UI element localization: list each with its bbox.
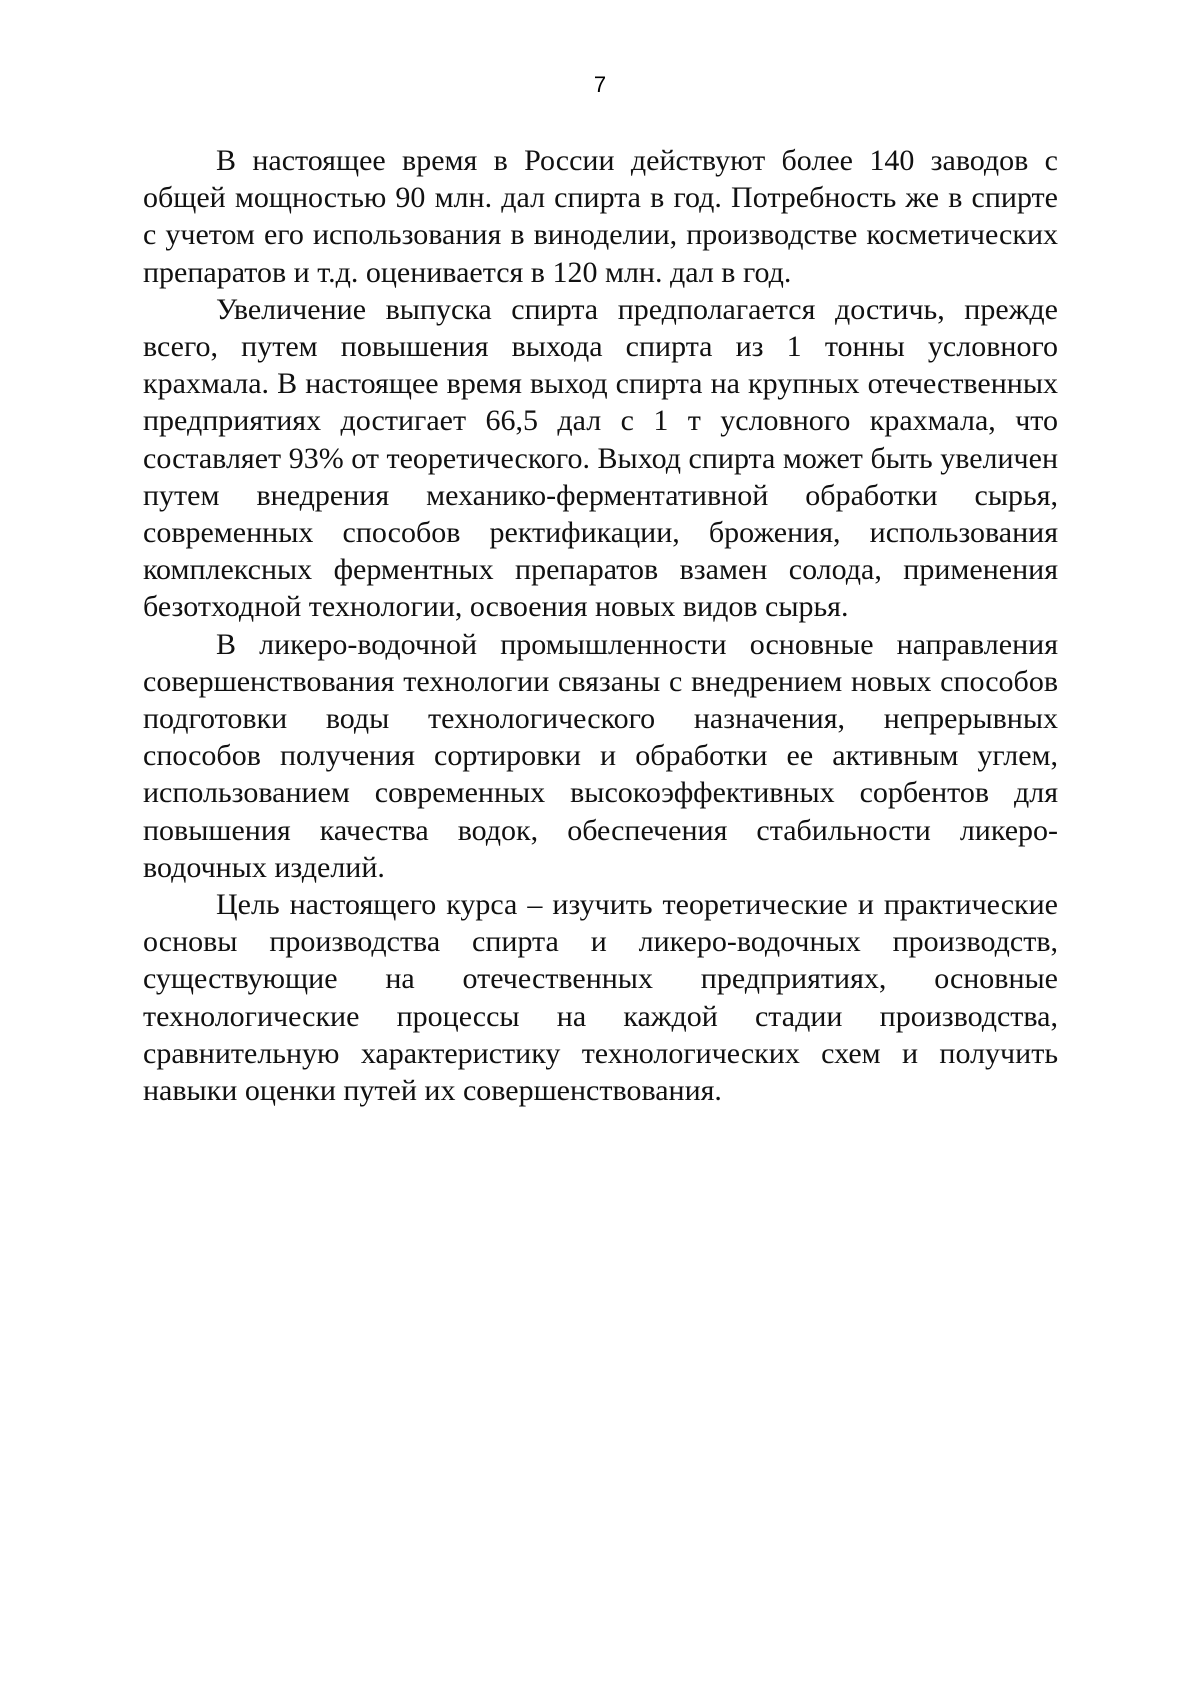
- document-page: [0, 0, 1200, 1698]
- page-number: 7: [0, 72, 1200, 98]
- paragraph-yield-increase: Увеличение выпуска спирта предполагается достичь, прежде всего, путем повышения выхода спирта из 1 тонны условного крахмала. В настоящее время выход спирта на крупных отечественных предприятиях достигает 66,5 дал с 1 т условного крахмала, что составляет 93% от теоретического. Выход спирта может быть увеличен путем внедрения механико-ферментативной обработки сырья, современных способов ректификации, брожения, использования комплексных ферментных препаратов взамен солода, применения безотходной технологии, освоения новых видов сырья.: [143, 291, 1058, 626]
- paragraph-course-goal: Цель настоящего курса – изучить теоретические и практические основы производства спирта и ликеро-водочных производств, существующие на отечественных предприятиях, основные технологические процессы на каждой стадии производства, сравнительную характеристику технологических схем и получить навыки оценки путей их совершенствования.: [143, 886, 1058, 1109]
- paragraph-liquor-industry: В ликеро-водочной промышленности основные направления совершенствования технологии связаны с внедрением новых способов подготовки воды технологического назначения, непрерывных способов получения сортировки и обработки ее активным углем, использованием современных высокоэффективных сорбентов для повышения качества водок, обеспечения стабильности ликеро-водочных изделий.: [143, 626, 1058, 886]
- paragraph-production-capacity: В настоящее время в России действуют более 140 заводов с общей мощностью 90 млн. дал спирта в год. Потребность же в спирте с учетом его использования в виноделии, производстве косметических препаратов и т.д. оценивается в 120 млн. дал в год.: [143, 142, 1058, 291]
- body-text: [143, 142, 1058, 1109]
